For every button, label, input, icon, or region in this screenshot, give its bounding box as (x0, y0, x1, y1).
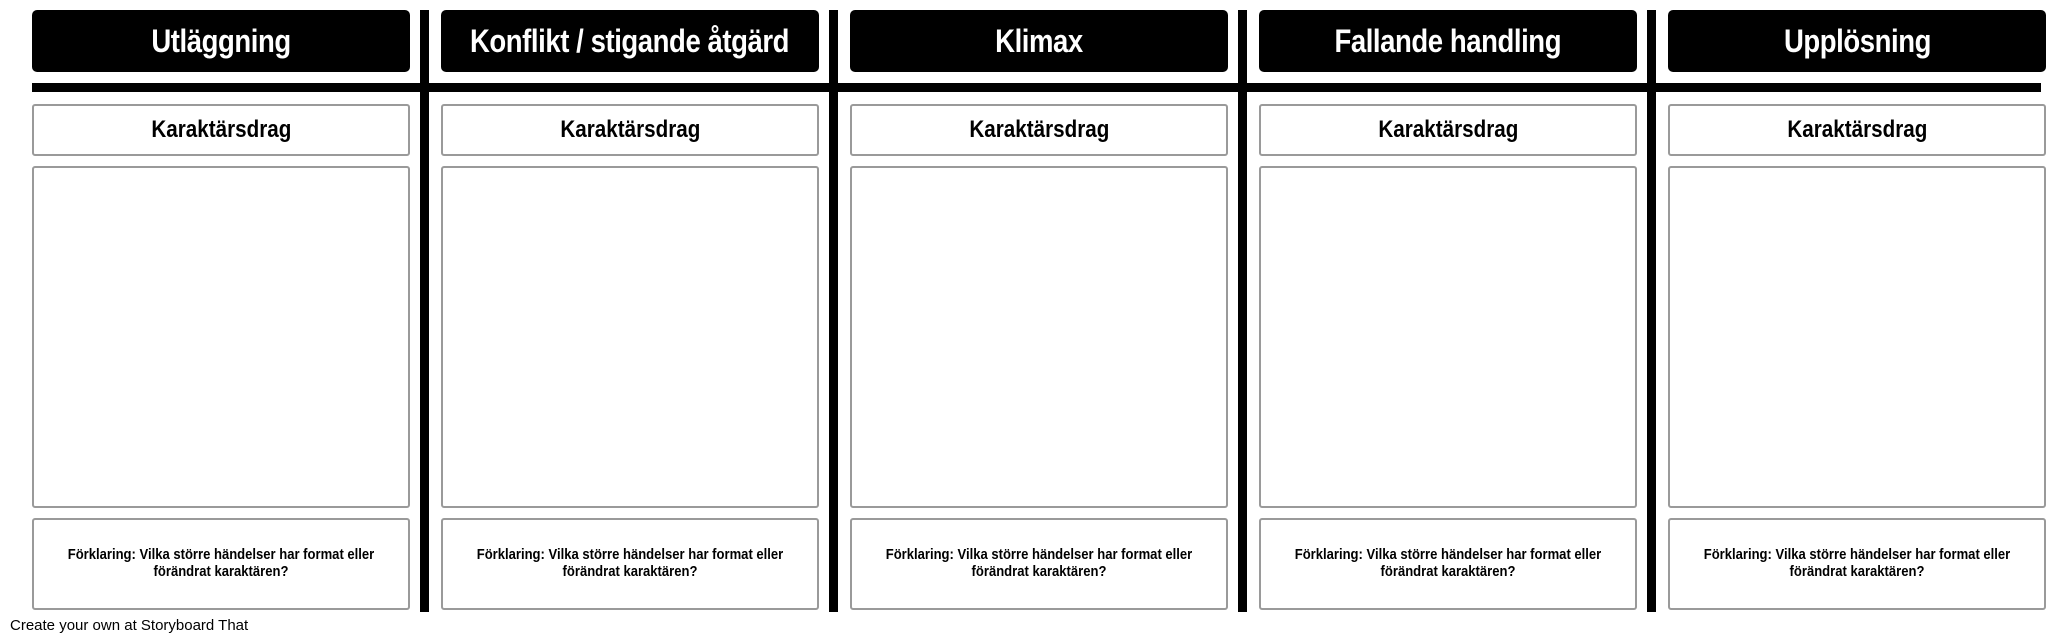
trait-label-box[interactable] (441, 104, 819, 156)
explanation-box[interactable] (850, 518, 1228, 610)
column-title-text: Utläggning (151, 22, 291, 59)
column-divider (1647, 10, 1656, 612)
trait-label-box[interactable] (850, 104, 1228, 156)
column-title[interactable] (441, 10, 819, 72)
column-title-text: Fallande handling (1334, 22, 1562, 59)
explanation-text: Förklaring: Vilka större händelser har format eller förändrat karaktären? (476, 547, 784, 580)
trait-label: Karaktärsdrag (969, 116, 1109, 143)
trait-label: Karaktärsdrag (1378, 116, 1518, 143)
column-title-text: Klimax (995, 22, 1083, 59)
explanation-box[interactable] (1259, 518, 1637, 610)
picture-cell[interactable] (1668, 166, 2046, 508)
explanation-box[interactable] (32, 518, 410, 610)
trait-label: Karaktärsdrag (1787, 116, 1927, 143)
trait-label-box[interactable] (1259, 104, 1637, 156)
column-divider (829, 10, 838, 612)
horizontal-divider (32, 83, 2041, 92)
explanation-box[interactable] (1668, 518, 2046, 610)
picture-cell[interactable] (32, 166, 410, 508)
column-title[interactable] (850, 10, 1228, 72)
picture-cell[interactable] (441, 166, 819, 508)
trait-label-box[interactable] (1668, 104, 2046, 156)
column-title[interactable] (1668, 10, 2046, 72)
trait-label-box[interactable] (32, 104, 410, 156)
picture-cell[interactable] (850, 166, 1228, 508)
column-title-text: Konflikt / stigande åtgärd (470, 22, 790, 59)
explanation-text: Förklaring: Vilka större händelser har format eller förändrat karaktären? (1294, 547, 1602, 580)
trait-label: Karaktärsdrag (151, 116, 291, 143)
explanation-text: Förklaring: Vilka större händelser har format eller förändrat karaktären? (1703, 547, 2011, 580)
trait-label: Karaktärsdrag (560, 116, 700, 143)
explanation-text: Förklaring: Vilka större händelser har format eller förändrat karaktären? (885, 547, 1193, 580)
picture-cell[interactable] (1259, 166, 1637, 508)
column-title[interactable] (32, 10, 410, 72)
storyboard-credit-link[interactable]: Create your own at Storyboard That (10, 617, 249, 634)
explanation-text: Förklaring: Vilka större händelser har format eller förändrat karaktären? (67, 547, 375, 580)
column-title[interactable] (1259, 10, 1637, 72)
column-divider (420, 10, 429, 612)
column-divider (1238, 10, 1247, 612)
column-title-text: Upplösning (1783, 22, 1931, 59)
explanation-box[interactable] (441, 518, 819, 610)
